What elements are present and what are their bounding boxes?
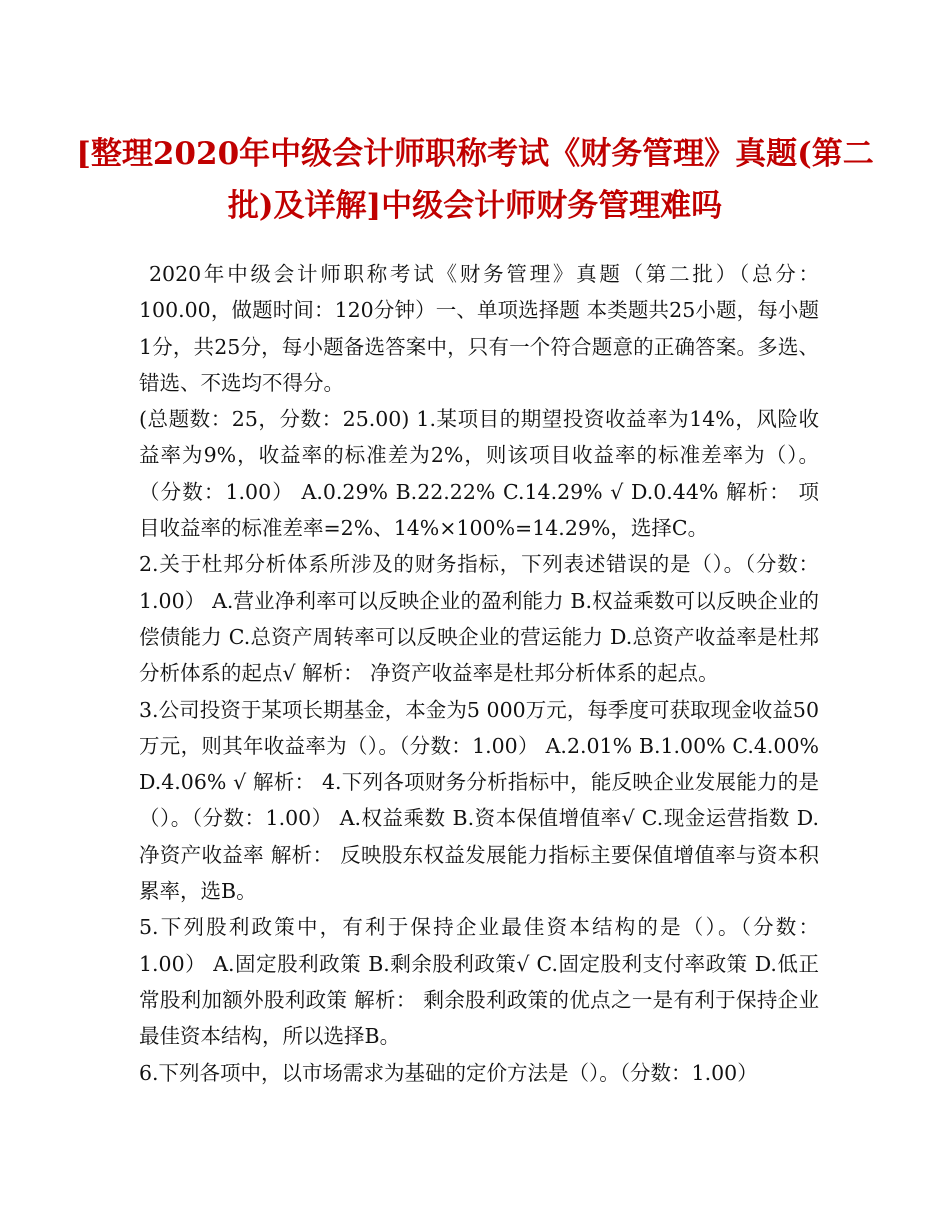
paragraph-question-6: 6.下列各项中，以市场需求为基础的定价方法是（）。（分数：1.00） (139, 1060, 758, 1085)
document-body (139, 256, 819, 1091)
paragraph-question-2: 2.关于杜邦分析体系所涉及的财务指标，下列表述错误的是（）。（分数：1.00） A.营业净利率可以反映企业的盈利能力 B.权益乘数可以反映企业的偿债能力 C.总资产周转率可以反映企业的营运能力 D.总资产收益率是杜邦分析体系的起点√ 解析： 净资产收益率是杜邦分析体系的起点。 (139, 552, 819, 686)
paragraph-question-5: 5.下列股利政策中，有利于保持企业最佳资本结构的是（）。（分数：1.00） A.固定股利政策 B.剩余股利政策√ C.固定股利支付率政策 D.低正常股利加额外股利政策 解析： 剩余股利政策的优点之一是有利于保持企业最佳资本结构，所以选择B。 (139, 915, 819, 1049)
paragraph-question-3-4: 3.公司投资于某项长期基金，本金为5 000万元，每季度可获取现金收益50万元，则其年收益率为（）。（分数：1.00） A.2.01% B.1.00% C.4.00% D.4.06% √ 解析： 4.下列各项财务分析指标中，能反映企业发展能力的是（）。（分数：1.00） A.权益乘数 B.资本保值增值率√ C.现金运营指数 D.净资产收益率 解析： 反映股东权益发展能力指标主要保值增值率与资本积累率，选B。 (139, 697, 819, 904)
document-title: [整理2020年中级会计师职称考试《财务管理》真题(第二批)及详解]中级会计师财务管理难吗 (76, 136, 874, 224)
paragraph-intro: 2020年中级会计师职称考试《财务管理》真题（第二批）（总分：100.00，做题时间：120分钟）一、单项选择题 本类题共25小题，每小题1分，共25分，每小题备选答案中，只有一个符合题意的正确答案。多选、错选、不选均不得分。 (139, 262, 819, 395)
paragraph-question-1: (总题数：25，分数：25.00) 1.某项目的期望投资收益率为14%，风险收益率为9%，收益率的标准差为2%，则该项目收益率的标准差率为（）。（分数：1.00） A.0.29% B.22.22% C.14.29% √ D.0.44% 解析： 项目收益率的标准差率=2%、14%×100%=14.29%，选择C。 (139, 407, 819, 541)
